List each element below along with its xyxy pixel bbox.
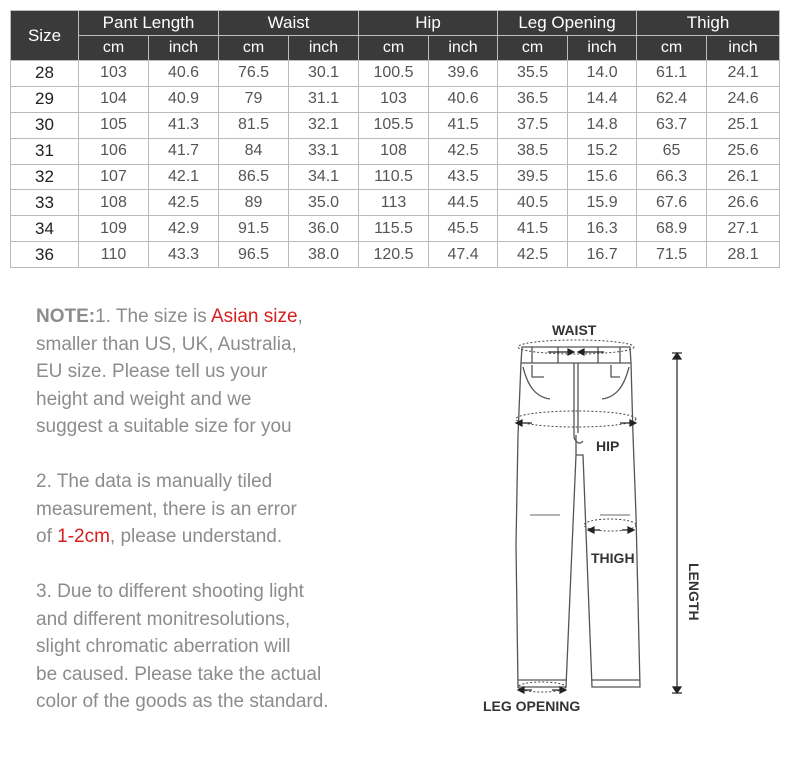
note-line: slight chromatic aberration will (36, 636, 291, 657)
unit-header: inch (429, 36, 498, 61)
measurement-cell: 45.5 (429, 216, 498, 242)
leg-opening-header: Leg Opening (498, 11, 637, 36)
measurement-cell: 43.5 (429, 164, 498, 190)
measurement-cell: 38.5 (498, 138, 568, 164)
measurement-cell: 104 (79, 86, 149, 112)
size-cell: 29 (11, 86, 79, 112)
note-line: be caused. Please take the actual (36, 663, 322, 685)
table-row (11, 112, 780, 138)
measurement-cell: 36.0 (289, 216, 359, 242)
note-2 (36, 468, 376, 551)
measurement-cell: 108 (359, 138, 429, 164)
measurement-cell: 86.5 (219, 164, 289, 190)
measurement-cell: 120.5 (359, 242, 429, 268)
size-cell: 30 (11, 112, 79, 138)
measurement-cell: 113 (359, 190, 429, 216)
measurement-cell: 41.5 (498, 216, 568, 242)
hip-header: Hip (359, 11, 498, 36)
note-text: of (36, 526, 58, 547)
note-line: smaller than US, UK, Australia, (36, 333, 297, 355)
measurement-cell: 25.6 (707, 138, 780, 164)
measurement-cell: 79 (219, 86, 289, 112)
measurement-cell: 103 (79, 61, 149, 87)
measurement-cell: 24.1 (707, 61, 780, 87)
note-line: height and weight and we (36, 388, 252, 410)
unit-header: inch (707, 36, 780, 61)
measurement-cell: 43.3 (149, 242, 219, 268)
measurement-cell: 61.1 (637, 61, 707, 87)
measurement-cell: 42.1 (149, 164, 219, 190)
measurement-cell: 40.6 (149, 61, 219, 87)
table-header-row (11, 11, 780, 36)
measurement-cell: 14.0 (568, 61, 637, 87)
measurement-cell: 42.5 (149, 190, 219, 216)
measurement-cell: 26.1 (707, 164, 780, 190)
measurement-cell: 110 (79, 242, 149, 268)
measurement-cell: 37.5 (498, 112, 568, 138)
pant-length-header: Pant Length (79, 11, 219, 36)
measurement-cell: 108 (79, 190, 149, 216)
measurement-cell: 41.7 (149, 138, 219, 164)
note-line: EU size. Please tell us your (36, 361, 268, 382)
note-line: 2. The data is manually tiled (36, 471, 273, 492)
measurement-cell: 25.1 (707, 112, 780, 138)
thigh-header: Thigh (637, 11, 780, 36)
table-row (11, 164, 780, 190)
note-line: suggest a suitable size for you (36, 416, 292, 437)
measurement-cell: 42.9 (149, 216, 219, 242)
measurement-cell: 63.7 (637, 112, 707, 138)
pants-illustration (470, 315, 710, 725)
table-body (11, 61, 780, 268)
note-prefix: NOTE: (36, 306, 96, 327)
note-text: , please understand. (109, 526, 283, 547)
measurement-cell: 115.5 (359, 216, 429, 242)
measurement-cell: 40.6 (429, 86, 498, 112)
measurement-cell: 16.3 (568, 216, 637, 242)
measurement-cell: 107 (79, 164, 149, 190)
measurement-cell: 65 (637, 138, 707, 164)
unit-header: cm (359, 36, 429, 61)
measurement-cell: 41.5 (429, 112, 498, 138)
unit-header: cm (219, 36, 289, 61)
measurement-cell: 96.5 (219, 242, 289, 268)
measurement-cell: 100.5 (359, 61, 429, 87)
measurement-cell: 15.2 (568, 138, 637, 164)
asian-size-highlight: Asian size (210, 306, 298, 327)
note-line: and different monitresolutions, (36, 608, 291, 630)
measurement-cell: 42.5 (498, 242, 568, 268)
note-3 (36, 578, 376, 716)
waist-header: Waist (219, 11, 359, 36)
length-label: LENGTH (686, 563, 702, 621)
measurement-cell: 91.5 (219, 216, 289, 242)
measurement-cell: 103 (359, 86, 429, 112)
table-row (11, 216, 780, 242)
measurement-cell: 16.7 (568, 242, 637, 268)
unit-header: inch (568, 36, 637, 61)
measurement-cell: 47.4 (429, 242, 498, 268)
note-text: 1. The size is (95, 306, 211, 327)
table-row (11, 242, 780, 268)
note-text: , (297, 306, 303, 327)
size-chart-table (10, 10, 780, 268)
measurement-cell: 35.0 (289, 190, 359, 216)
size-cell: 36 (11, 242, 79, 268)
table-row (11, 61, 780, 87)
measurement-cell: 105.5 (359, 112, 429, 138)
measurement-cell: 38.0 (289, 242, 359, 268)
measurement-cell: 71.5 (637, 242, 707, 268)
unit-header: inch (149, 36, 219, 61)
measurement-cell: 89 (219, 190, 289, 216)
unit-header: cm (79, 36, 149, 61)
measurement-cell: 39.5 (498, 164, 568, 190)
measurement-cell: 27.1 (707, 216, 780, 242)
measurement-cell: 26.6 (707, 190, 780, 216)
error-range-highlight: 1-2cm (57, 526, 110, 547)
measurement-cell: 24.6 (707, 86, 780, 112)
measurement-cell: 66.3 (637, 164, 707, 190)
measurement-cell: 34.1 (289, 164, 359, 190)
measurement-cell: 84 (219, 138, 289, 164)
measurement-cell: 76.5 (219, 61, 289, 87)
unit-header: inch (289, 36, 359, 61)
measurement-cell: 14.4 (568, 86, 637, 112)
unit-header: cm (637, 36, 707, 61)
measurement-cell: 30.1 (289, 61, 359, 87)
thigh-label: THIGH (591, 550, 635, 566)
size-cell: 34 (11, 216, 79, 242)
measurement-cell: 67.6 (637, 190, 707, 216)
size-header: Size (11, 11, 79, 61)
measurement-cell: 81.5 (219, 112, 289, 138)
pants-measurement-diagram (470, 315, 710, 725)
measurement-cell: 41.3 (149, 112, 219, 138)
measurement-cell: 109 (79, 216, 149, 242)
size-cell: 28 (11, 61, 79, 87)
measurement-cell: 36.5 (498, 86, 568, 112)
size-cell: 31 (11, 138, 79, 164)
measurement-cell: 33.1 (289, 138, 359, 164)
measurement-cell: 62.4 (637, 86, 707, 112)
waist-label: WAIST (552, 322, 597, 338)
hip-label: HIP (596, 438, 620, 454)
measurement-cell: 32.1 (289, 112, 359, 138)
measurement-cell: 105 (79, 112, 149, 138)
unit-header: cm (498, 36, 568, 61)
measurement-cell: 14.8 (568, 112, 637, 138)
measurement-cell: 110.5 (359, 164, 429, 190)
measurement-cell: 68.9 (637, 216, 707, 242)
size-notes (36, 303, 376, 743)
size-cell: 32 (11, 164, 79, 190)
table-row (11, 190, 780, 216)
measurement-cell: 15.6 (568, 164, 637, 190)
measurement-cell: 40.9 (149, 86, 219, 112)
measurement-cell: 40.5 (498, 190, 568, 216)
measurement-cell: 42.5 (429, 138, 498, 164)
measurement-cell: 35.5 (498, 61, 568, 87)
measurement-cell: 44.5 (429, 190, 498, 216)
note-1 (36, 303, 376, 441)
leg-opening-label: LEG OPENING (483, 698, 581, 714)
note-line: 3. Due to different shooting light (36, 581, 304, 602)
table-row (11, 138, 780, 164)
measurement-cell: 39.6 (429, 61, 498, 87)
measurement-cell: 31.1 (289, 86, 359, 112)
measurement-cell: 15.9 (568, 190, 637, 216)
table-unit-row (11, 36, 780, 61)
table-row (11, 86, 780, 112)
measurement-cell: 106 (79, 138, 149, 164)
measurement-cell: 28.1 (707, 242, 780, 268)
note-line: measurement, there is an error (36, 498, 297, 520)
note-line: color of the goods as the standard. (36, 691, 329, 712)
size-cell: 33 (11, 190, 79, 216)
